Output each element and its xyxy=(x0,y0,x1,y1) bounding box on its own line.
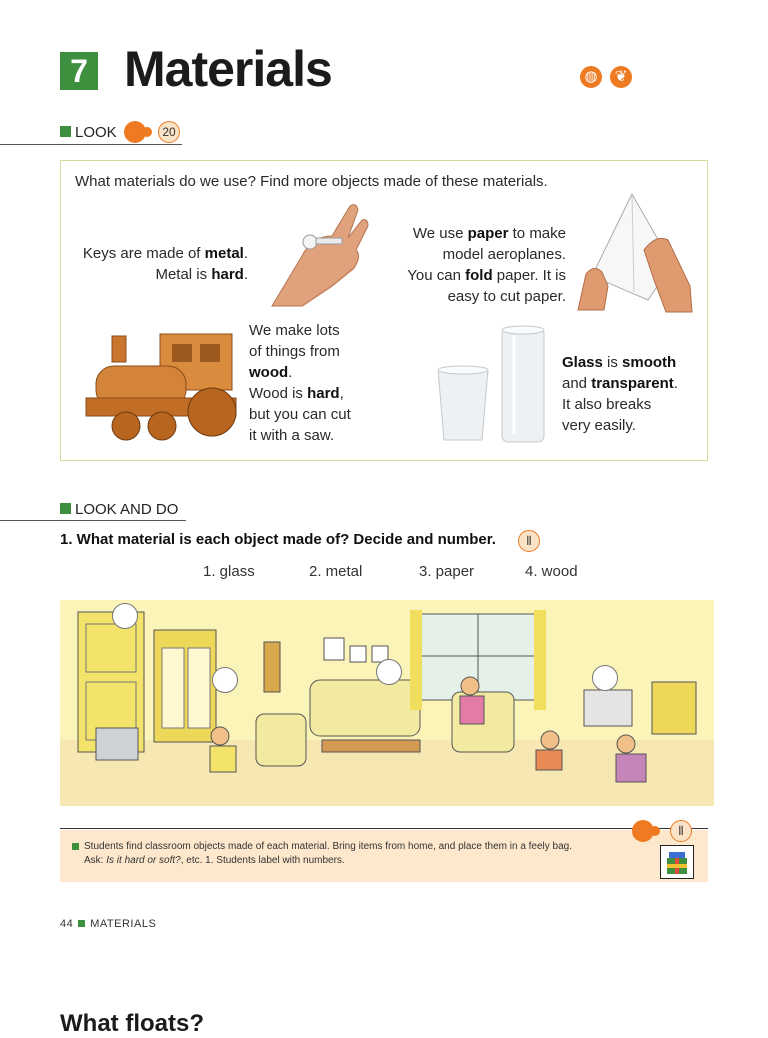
section-divider xyxy=(0,520,186,521)
answer-circle-radiator[interactable] xyxy=(592,665,618,691)
gift-box-icon xyxy=(660,845,694,879)
page-number: 44 xyxy=(60,918,74,930)
answer-circle-door[interactable] xyxy=(112,603,138,629)
activity-question: 1. What material is each object made of? Decide and number. xyxy=(60,531,496,548)
teacher-note-text: Students find classroom objects made of each material. Bring items from home, and place them in a feely bag. Ask: Is it hard or soft?, etc. 1. Students label with numbers. xyxy=(84,841,573,866)
chapter-number: 7 xyxy=(60,52,98,90)
look-intro: What materials do we use? Find more objects made of these materials. xyxy=(75,173,548,190)
section-divider xyxy=(0,144,182,145)
answer-circle-cabinet[interactable] xyxy=(212,667,238,693)
page-footer xyxy=(60,918,156,930)
option-wood: 4. wood xyxy=(525,563,578,580)
wood-description: We make lots of things from wood. Wood is hard, but you can cut it with a saw. xyxy=(249,322,351,444)
paper-description: We use paper to make model aeroplanes. You can fold paper. It is easy to cut paper. xyxy=(407,225,566,305)
answer-circle-frame[interactable] xyxy=(376,659,402,685)
bullet-square-icon xyxy=(60,503,71,514)
teacher-note-divider xyxy=(60,828,708,829)
section-look-label: LOOK xyxy=(75,124,117,141)
audio-track-number: 20 xyxy=(158,121,180,143)
next-section-heading: What floats? xyxy=(60,1010,204,1037)
cd-audio-icon[interactable] xyxy=(632,820,654,842)
option-paper: 3. paper xyxy=(419,563,475,580)
option-glass: 1. glass xyxy=(203,563,255,580)
glasses-image xyxy=(432,322,558,448)
page-title: Materials xyxy=(124,41,332,97)
paper-aeroplane-image xyxy=(572,190,698,314)
cd-audio-icon[interactable] xyxy=(124,121,146,143)
bullet-square-icon xyxy=(78,920,85,927)
section-look-and-do-label: LOOK AND DO xyxy=(75,501,179,518)
section-look-and-do-header xyxy=(60,501,178,519)
bullet-square-icon xyxy=(72,843,79,850)
hand-with-key-image xyxy=(262,196,374,308)
glass-description: Glass is smooth and transparent. It also breaks very easily. xyxy=(562,354,678,434)
option-metal: 2. metal xyxy=(309,563,363,580)
activity-book-icon: ⫴ xyxy=(670,820,692,842)
leaf-icon: ❦ xyxy=(610,66,632,88)
section-look-header xyxy=(60,124,117,142)
footer-section: MATERIALS xyxy=(90,918,157,930)
metal-description: Keys are made of metal. Metal is hard. xyxy=(82,245,248,283)
wooden-train-image xyxy=(76,322,240,446)
globe-icon: ◍ xyxy=(580,66,602,88)
living-room-illustration xyxy=(60,590,714,816)
bullet-square-icon xyxy=(60,126,71,137)
activity-book-icon: ⫴ xyxy=(518,530,540,552)
